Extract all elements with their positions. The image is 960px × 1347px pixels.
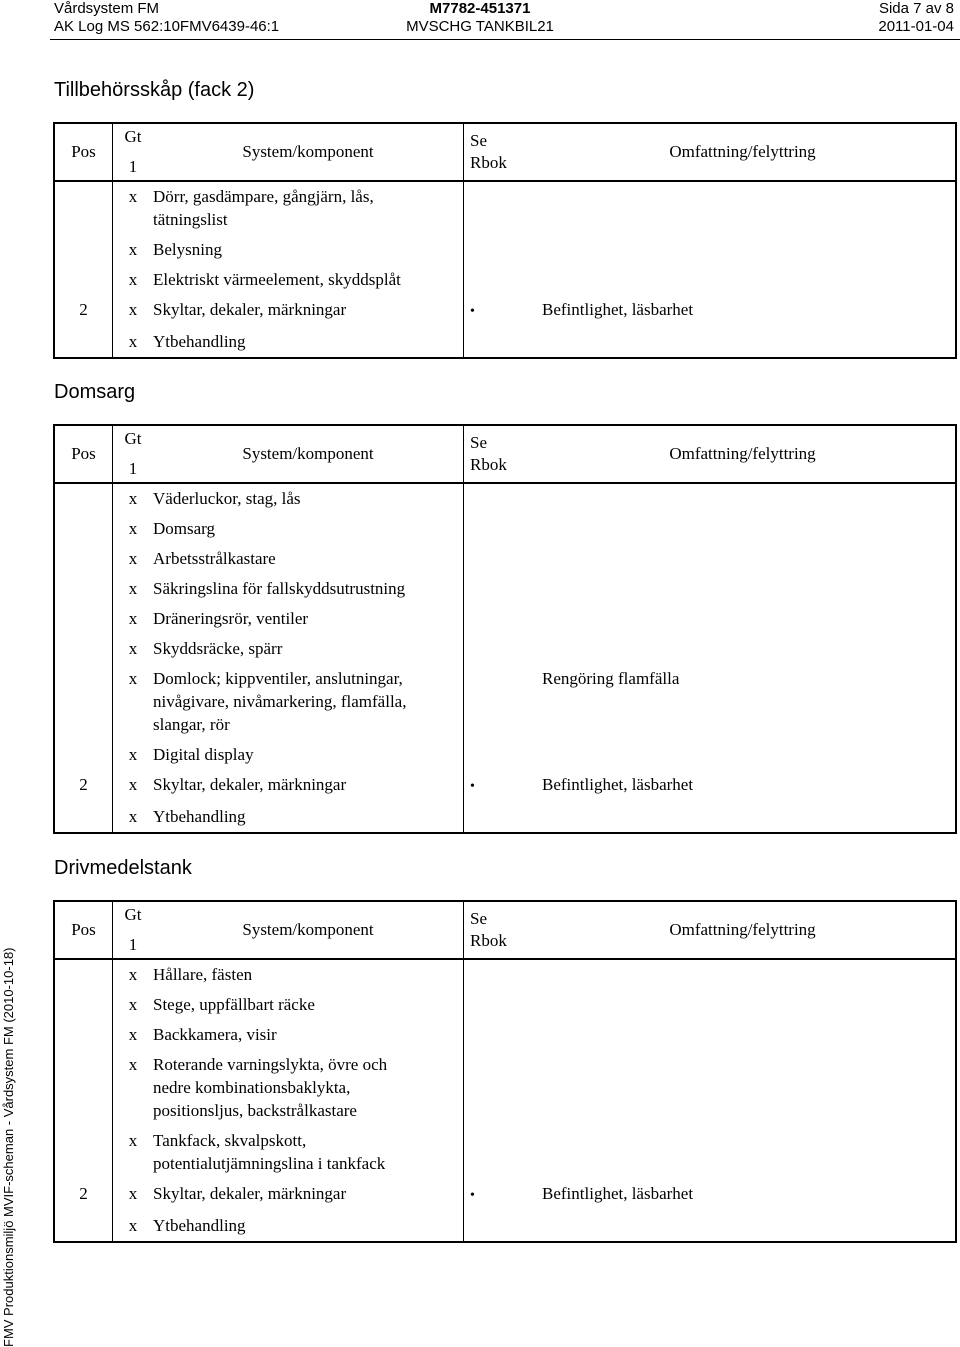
row-gt-mark: x	[128, 489, 138, 508]
row-system-component	[153, 634, 464, 664]
row-system-line: Ytbehandling	[153, 1216, 246, 1235]
table-row	[54, 265, 956, 295]
row-system-component	[153, 604, 464, 634]
row-pos	[54, 802, 113, 833]
row-system-component	[153, 235, 464, 265]
row-pos: 2	[54, 295, 113, 327]
row-system-component	[153, 514, 464, 544]
row-gt-mark: x	[128, 300, 138, 319]
section-title: Drivmedelstank	[54, 857, 192, 879]
row-omfattning: Befintlighet, läsbarhet	[530, 295, 956, 327]
column-header-rbok-label: Rbok	[470, 153, 507, 172]
se-header-stack	[470, 432, 530, 476]
row-system-line: Ytbehandling	[153, 807, 246, 826]
column-header-se	[464, 123, 531, 181]
row-gt-mark: x	[113, 802, 154, 833]
column-header-gt	[113, 123, 154, 181]
column-header-rbok-label: Rbok	[470, 931, 507, 950]
table-row	[54, 990, 956, 1020]
row-se-rbok	[464, 770, 531, 802]
table-row	[54, 634, 956, 664]
row-pos	[54, 1020, 113, 1050]
row-pos	[54, 544, 113, 574]
row-system-line: Tankfack, skvalpskott,	[153, 1131, 307, 1150]
table-row	[54, 664, 956, 740]
column-header-gt	[113, 901, 154, 959]
row-gt-mark: x	[128, 270, 138, 289]
row-omfattning	[530, 483, 956, 514]
header-vehicle-code: MVSCHG TANKBIL21	[406, 18, 554, 35]
row-pos	[54, 1211, 113, 1242]
row-se-rbok	[464, 514, 531, 544]
row-system-component	[153, 295, 464, 327]
table-row	[54, 327, 956, 358]
column-header-rbok-label: Rbok	[470, 455, 507, 474]
header-page-number: Sida 7 av 8	[878, 0, 954, 17]
inspection-table	[53, 900, 957, 1243]
row-gt-mark: x	[113, 327, 154, 358]
sidebar-footer-text: FMV Produktionsmiljö MVIF-scheman - Vårdsystem FM (2010-10-18)	[1, 947, 16, 1347]
row-omfattning	[530, 1126, 956, 1179]
column-header-pos: Pos	[54, 123, 113, 181]
table-row	[54, 514, 956, 544]
row-omfattning	[530, 802, 956, 833]
row-system-component	[153, 1050, 464, 1126]
column-header-omfattning: Omfattning/felyttring	[530, 425, 956, 483]
row-system-line: Hållare, fästen	[153, 965, 253, 984]
column-header-gt-label: Gt	[124, 905, 142, 924]
inspection-table	[53, 122, 957, 359]
table-row	[54, 1050, 956, 1126]
section-title: Tillbehörsskåp (fack 2)	[54, 79, 255, 101]
sidebar-footer	[0, 908, 18, 1347]
table-row	[54, 483, 956, 514]
column-header-se-label: Se	[470, 909, 487, 928]
row-system-line: nivågivare, nivåmarkering, flamfälla,	[153, 692, 407, 711]
row-system-component	[153, 181, 464, 235]
row-se-rbok	[464, 544, 531, 574]
row-system-component	[153, 802, 464, 833]
section-title: Domsarg	[54, 381, 136, 403]
column-header-se	[464, 901, 531, 959]
row-system-line: Ytbehandling	[153, 332, 246, 351]
table-row	[54, 544, 956, 574]
row-omfattning	[530, 1020, 956, 1050]
row-se-rbok	[464, 959, 531, 990]
row-gt-mark: x	[128, 1184, 138, 1203]
row-se-rbok	[464, 327, 531, 358]
row-omfattning	[530, 327, 956, 358]
header-document-number: M7782-451371	[429, 0, 531, 17]
column-header-gt	[113, 425, 154, 483]
row-pos	[54, 959, 113, 990]
column-header-gt-level: 1	[128, 459, 138, 478]
row-system-component	[153, 1126, 464, 1179]
row-system-component	[153, 327, 464, 358]
row-system-line: Skyddsräcke, spärr	[153, 639, 283, 658]
row-se-rbok	[464, 235, 531, 265]
row-omfattning	[530, 634, 956, 664]
se-header-stack	[470, 130, 530, 174]
row-se-rbok	[464, 483, 531, 514]
gt-header-stack	[113, 124, 153, 178]
row-omfattning	[530, 604, 956, 634]
column-header-omfattning: Omfattning/felyttring	[530, 123, 956, 181]
column-header-system: System/komponent	[153, 901, 464, 959]
row-system-line: Roterande varningslykta, övre och	[153, 1055, 388, 1074]
row-se-rbok	[464, 990, 531, 1020]
row-se-rbok	[464, 740, 531, 770]
table-row	[54, 802, 956, 833]
row-system-line: Dräneringsrör, ventiler	[153, 609, 309, 628]
column-header-gt-label: Gt	[124, 127, 142, 146]
row-omfattning	[530, 235, 956, 265]
row-se-rbok	[464, 664, 531, 740]
row-gt-mark: x	[128, 639, 138, 658]
column-header-gt-level: 1	[128, 157, 138, 176]
row-gt-mark: x	[128, 775, 138, 794]
row-system-line: Säkringslina för fallskyddsutrustning	[153, 579, 406, 598]
row-system-line: slangar, rör	[153, 715, 230, 734]
se-header-stack	[470, 908, 530, 952]
header-right	[878, 0, 954, 36]
row-gt-mark: x	[128, 1131, 138, 1150]
row-system-component	[153, 1211, 464, 1242]
table-row	[54, 181, 956, 235]
table-row	[54, 1211, 956, 1242]
row-omfattning	[530, 1050, 956, 1126]
row-pos	[54, 740, 113, 770]
table-header-row	[54, 425, 956, 483]
row-system-component	[153, 483, 464, 514]
row-pos: 2	[54, 770, 113, 802]
row-omfattning	[530, 990, 956, 1020]
inspection-table	[53, 424, 957, 834]
gt-header-stack	[113, 426, 153, 480]
header-date: 2011-01-04	[878, 18, 954, 35]
row-system-line: Skyltar, dekaler, märkningar	[153, 1184, 347, 1203]
row-se-rbok	[464, 1020, 531, 1050]
row-pos	[54, 483, 113, 514]
page-header	[0, 0, 960, 40]
row-system-line: nedre kombinationsbaklykta,	[153, 1078, 351, 1097]
row-system-line: Arbetsstrålkastare	[153, 549, 276, 568]
row-omfattning	[530, 544, 956, 574]
row-se-rbok	[464, 1211, 531, 1242]
row-system-component	[153, 544, 464, 574]
table-row	[54, 1126, 956, 1179]
row-system-component	[153, 740, 464, 770]
row-pos	[54, 664, 113, 740]
row-pos	[54, 990, 113, 1020]
row-pos	[54, 514, 113, 544]
row-system-component	[153, 959, 464, 990]
column-header-gt-level: 1	[128, 935, 138, 954]
row-gt-mark: x	[128, 609, 138, 628]
row-omfattning	[530, 574, 956, 604]
row-omfattning: Befintlighet, läsbarhet	[530, 1179, 956, 1211]
row-gt-mark: x	[128, 1025, 138, 1044]
row-gt-mark: x	[128, 745, 138, 764]
row-omfattning	[530, 740, 956, 770]
row-system-component	[153, 770, 464, 802]
row-system-component	[153, 265, 464, 295]
row-system-component	[153, 1020, 464, 1050]
row-gt-mark: x	[128, 995, 138, 1014]
column-header-gt-label: Gt	[124, 429, 142, 448]
row-gt-mark: x	[128, 579, 138, 598]
row-pos	[54, 327, 113, 358]
row-system-line: Elektriskt värmeelement, skyddsplåt	[153, 270, 401, 289]
table-header-row	[54, 123, 956, 181]
row-gt-mark: x	[128, 669, 138, 688]
header-center	[0, 0, 960, 36]
row-system-line: Stege, uppfällbart räcke	[153, 995, 315, 1014]
row-system-line: potentialutjämningslina i tankfack	[153, 1154, 386, 1173]
bullet-icon: •	[470, 304, 475, 319]
row-system-line: Belysning	[153, 240, 222, 259]
row-system-line: positionsljus, backstrålkastare	[153, 1101, 357, 1120]
row-system-line: Digital display	[153, 745, 254, 764]
column-header-pos: Pos	[54, 425, 113, 483]
row-se-rbok	[464, 604, 531, 634]
row-gt-mark: x	[113, 1211, 154, 1242]
row-omfattning: Befintlighet, läsbarhet	[530, 770, 956, 802]
row-system-line: Domlock; kippventiler, anslutningar,	[153, 669, 403, 688]
row-pos	[54, 574, 113, 604]
row-gt-mark: x	[128, 1055, 138, 1074]
row-omfattning	[530, 265, 956, 295]
table-row	[54, 740, 956, 770]
table-row	[54, 1020, 956, 1050]
row-system-line: Backkamera, visir	[153, 1025, 277, 1044]
row-se-rbok	[464, 634, 531, 664]
table-row	[54, 604, 956, 634]
row-omfattning	[530, 959, 956, 990]
row-se-rbok	[464, 574, 531, 604]
row-pos	[54, 604, 113, 634]
row-system-line: Domsarg	[153, 519, 216, 538]
gt-header-stack	[113, 902, 153, 956]
row-gt-mark: x	[128, 240, 138, 259]
row-pos	[54, 181, 113, 235]
row-omfattning	[530, 181, 956, 235]
row-se-rbok	[464, 1179, 531, 1211]
row-system-component	[153, 1179, 464, 1211]
row-pos	[54, 1126, 113, 1179]
row-pos	[54, 235, 113, 265]
row-gt-mark: x	[128, 187, 138, 206]
column-header-se-label: Se	[470, 131, 487, 150]
row-omfattning	[530, 1211, 956, 1242]
row-pos	[54, 634, 113, 664]
header-system-name: Vårdsystem FM	[54, 0, 160, 17]
row-se-rbok	[464, 1126, 531, 1179]
row-gt-mark: x	[128, 965, 138, 984]
table-header-row	[54, 901, 956, 959]
row-se-rbok	[464, 265, 531, 295]
bullet-icon: •	[470, 1188, 475, 1203]
row-omfattning	[530, 514, 956, 544]
row-system-component	[153, 574, 464, 604]
row-system-line: Dörr, gasdämpare, gångjärn, lås,	[153, 187, 374, 206]
header-document-ref: AK Log MS 562:10FMV6439-46:1	[54, 18, 280, 35]
table-row	[54, 1179, 956, 1211]
row-pos	[54, 1050, 113, 1126]
table-row	[54, 295, 956, 327]
row-gt-mark: x	[128, 519, 138, 538]
row-system-line: tätningslist	[153, 210, 228, 229]
column-header-omfattning: Omfattning/felyttring	[530, 901, 956, 959]
row-system-line: Skyltar, dekaler, märkningar	[153, 775, 347, 794]
column-header-se-label: Se	[470, 433, 487, 452]
table-row	[54, 235, 956, 265]
header-divider	[50, 39, 960, 40]
row-system-line: Väderluckor, stag, lås	[153, 489, 301, 508]
row-gt-mark: x	[128, 549, 138, 568]
column-header-se	[464, 425, 531, 483]
column-header-system: System/komponent	[153, 123, 464, 181]
row-omfattning: Rengöring flamfälla	[530, 664, 956, 740]
table-row	[54, 574, 956, 604]
bullet-icon: •	[470, 779, 475, 794]
row-system-line: Skyltar, dekaler, märkningar	[153, 300, 347, 319]
table-row	[54, 770, 956, 802]
row-system-component	[153, 990, 464, 1020]
column-header-system: System/komponent	[153, 425, 464, 483]
row-se-rbok	[464, 802, 531, 833]
table-row	[54, 959, 956, 990]
row-se-rbok	[464, 181, 531, 235]
row-system-component	[153, 664, 464, 740]
row-se-rbok	[464, 295, 531, 327]
row-se-rbok	[464, 1050, 531, 1126]
column-header-pos: Pos	[54, 901, 113, 959]
row-pos	[54, 265, 113, 295]
row-pos: 2	[54, 1179, 113, 1211]
